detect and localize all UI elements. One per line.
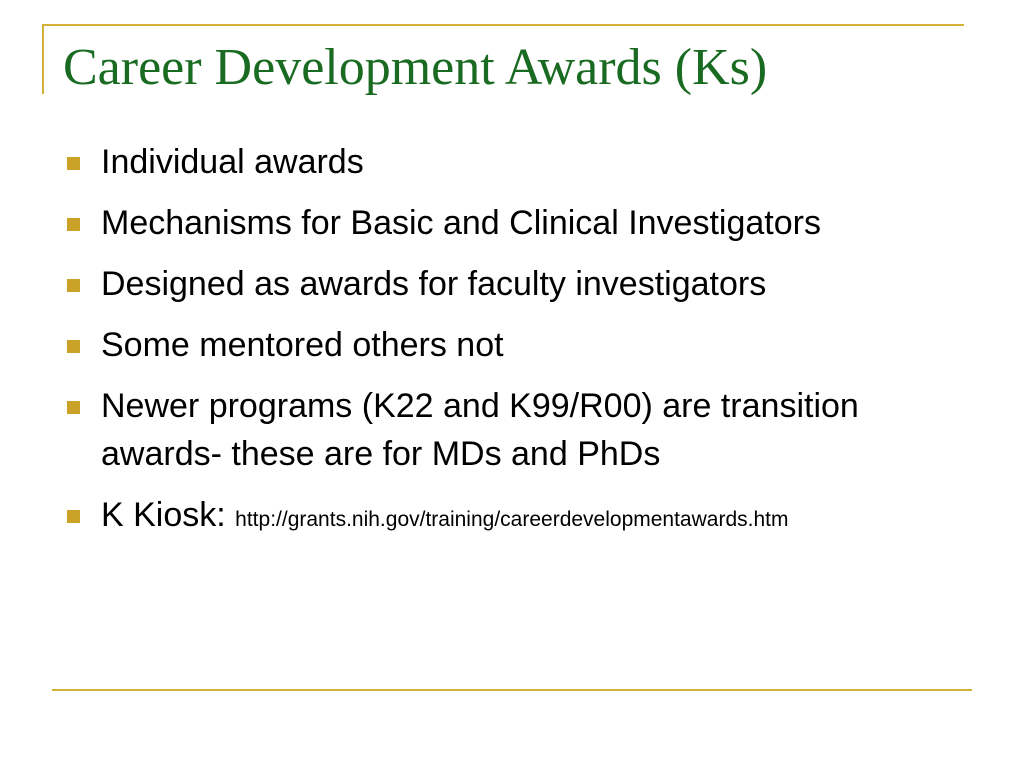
k-kiosk-label: K Kiosk:: [101, 496, 236, 534]
bullet-item: [63, 260, 963, 308]
bullet-text: Newer programs (K22 and K99/R00) are transition awards- these are for MDs and PhDs: [101, 387, 859, 473]
bullet-text: Individual awards: [101, 143, 364, 181]
square-bullet-icon: [67, 510, 80, 523]
bullet-item: [63, 321, 963, 369]
bullet-text: Designed as awards for faculty investigators: [101, 265, 767, 303]
bullet-item: [63, 199, 963, 247]
bullet-item: [63, 491, 963, 544]
bullet-item: [63, 382, 963, 478]
square-bullet-icon: [67, 279, 80, 292]
bullet-item: [63, 138, 963, 186]
square-bullet-icon: [67, 218, 80, 231]
left-rule: [42, 24, 44, 94]
square-bullet-icon: [67, 340, 80, 353]
top-rule: [42, 24, 964, 26]
square-bullet-icon: [67, 157, 80, 170]
k-kiosk-url[interactable]: http://grants.nih.gov/training/careerdevelopmentawards.htm: [235, 508, 789, 531]
bottom-rule: [52, 689, 972, 691]
bullet-list: [63, 138, 963, 557]
bullet-text: [101, 491, 963, 544]
square-bullet-icon: [67, 401, 80, 414]
slide-title: Career Development Awards (Ks): [63, 39, 768, 96]
bullet-text: Some mentored others not: [101, 326, 504, 364]
bullet-text: Mechanisms for Basic and Clinical Investigators: [101, 204, 821, 242]
